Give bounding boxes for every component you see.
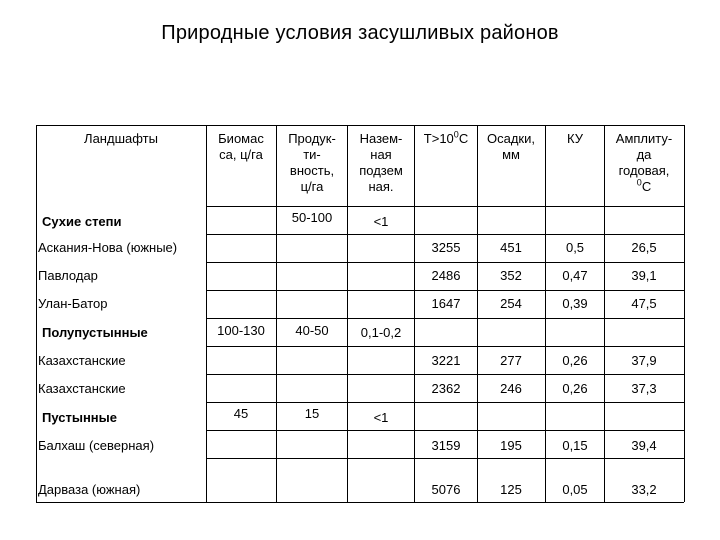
row-precip: 125 [500,482,522,497]
row-precip: 352 [500,268,522,283]
row-temp: 3159 [431,438,461,453]
row-precip: 277 [500,353,522,368]
row-name: Улан-Батор [38,296,108,311]
header-temp-prefix: Т>10 [423,131,454,146]
row-name: Балхаш (северная) [38,438,155,453]
header-precip-line: Осадки, [487,131,535,146]
group-productivity: 15 [304,406,320,421]
row-name: Казахстанские [38,381,126,396]
header-productivity-line: Продук- [288,131,336,146]
header-underground-line: Назем- [359,131,403,146]
header-biomass [218,131,264,163]
row-ku: 0,26 [562,381,588,396]
row-amp: 39,4 [631,438,657,453]
row-ku: 0,15 [562,438,588,453]
header-underground-line: ная [370,147,392,162]
header-precip-line: мм [502,147,520,162]
group-label: Полупустынные [42,325,148,340]
header-amplitude-sup: 0 [636,177,642,188]
row-amp: 39,1 [631,268,657,283]
group-biomass: 45 [233,406,249,421]
header-biomass-line: Биомас [218,131,264,146]
header-amplitude-line: да [636,147,652,162]
header-underground [359,131,403,195]
row-temp: 3221 [431,353,461,368]
row-ku: 0,47 [562,268,588,283]
page-title: Природные условия засушливых районов [161,22,559,44]
row-temp: 5076 [431,482,461,497]
row-precip: 254 [500,296,522,311]
header-underground-line: подзем [359,163,403,178]
row-temp: 2362 [431,381,461,396]
group-productivity: 40-50 [295,323,329,338]
row-precip: 246 [500,381,522,396]
header-landscape: Ландшафты [84,131,158,146]
row-name: Павлодар [38,268,98,283]
header-productivity [288,131,336,195]
header-productivity-line: ти- [303,147,321,162]
row-amp: 37,3 [631,381,657,396]
header-precipitation [487,131,535,163]
row-temp: 2486 [431,268,461,283]
header-amplitude-unit-text: С [641,179,652,194]
header-productivity-line: вность, [289,163,335,178]
row-amp: 33,2 [631,482,657,497]
header-temp-suffix: С [458,131,469,146]
header-biomass-line: са, ц/га [219,147,263,162]
row-name: Аскания-Нова (южные) [38,240,178,255]
row-ku: 0,39 [562,296,588,311]
row-temp: 3255 [431,240,461,255]
group-ratio: 0,1-0,2 [360,325,402,340]
group-productivity: 50-100 [291,210,333,225]
header-amplitude-line: Амплиту- [615,131,673,146]
header-temp-sup: 0 [453,129,459,140]
row-ku: 0,05 [562,482,588,497]
row-name: Дарваза (южная) [38,482,141,497]
header-amplitude-unit [616,179,672,195]
group-ratio: <1 [373,410,389,425]
group-label: Сухие степи [42,214,122,229]
row-ku: 0,26 [562,353,588,368]
row-amp: 47,5 [631,296,657,311]
header-temperature [424,131,468,147]
header-amplitude-line: годовая, [618,163,670,178]
row-precip: 195 [500,438,522,453]
header-amplitude [616,131,672,195]
row-amp: 37,9 [631,353,657,368]
group-label: Пустынные [42,410,117,425]
row-ku: 0,5 [565,240,585,255]
group-biomass: 100-130 [217,323,265,338]
row-name: Казахстанские [38,353,126,368]
row-temp: 1647 [431,296,461,311]
row-amp: 26,5 [631,240,657,255]
header-productivity-line: ц/га [300,179,324,194]
header-underground-line: ная. [368,179,394,194]
header-ku: КУ [567,131,583,146]
row-precip: 451 [500,240,522,255]
group-ratio: <1 [373,214,389,229]
